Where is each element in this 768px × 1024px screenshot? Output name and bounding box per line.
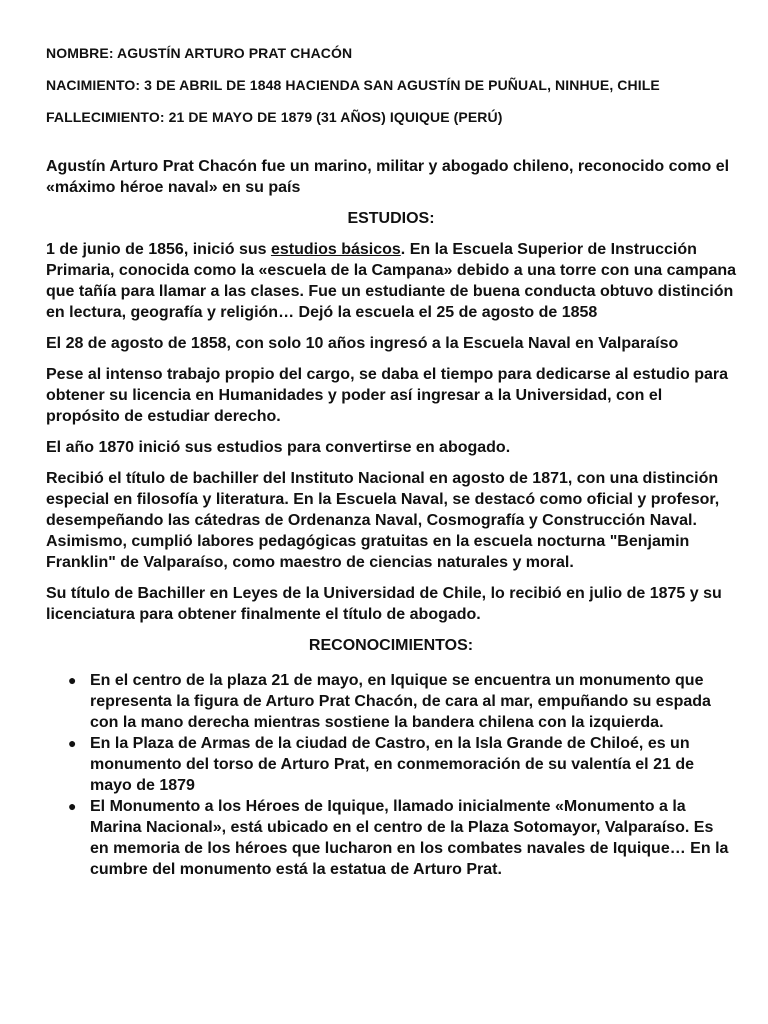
- bullet-icon: ●: [68, 672, 77, 688]
- nombre-line: NOMBRE: AGUSTÍN ARTURO PRAT CHACÓN: [46, 45, 353, 61]
- list-item: [46, 670, 736, 733]
- bullet-icon: ●: [68, 735, 77, 751]
- estudios-basicos-link[interactable]: estudios básicos: [270, 241, 401, 258]
- estudios-paragraph-4: El año 1870 inició sus estudios para convertirse en abogado.: [46, 439, 511, 456]
- document-page: [46, 44, 736, 880]
- estudios-paragraph-1: [46, 239, 736, 323]
- estudios-paragraph-5: Recibió el título de bachiller del Instituto Nacional en agosto de 1871, con una distinción especial en filosofía y literatura. En la Escuela Naval, se destacó como oficial y profesor, desempeñando las cátedras de Ordenanza Naval, Cosmografía y Construcción Naval. Asimismo, cumplió labores pedagógicas gratuitas en la escuela nocturna "Benjamin Franklin" de Valparaíso, como maestro de ciencias naturales y moral.: [46, 470, 720, 571]
- intro-paragraph: Agustín Arturo Prat Chacón fue un marino, militar y abogado chileno, reconocido como el «máximo héroe naval» en su país: [46, 158, 730, 196]
- list-item: [46, 796, 736, 880]
- estudios-paragraph-2: El 28 de agosto de 1858, con solo 10 años ingresó a la Escuela Naval en Valparaíso: [46, 335, 679, 352]
- fallecimiento-line: FALLECIMIENTO: 21 DE MAYO DE 1879 (31 AÑOS) IQUIQUE (PERÚ): [46, 109, 503, 125]
- list-item: [46, 733, 736, 796]
- header-block: [46, 44, 736, 126]
- estudios-p1-after: . En la Escuela Superior de Instrucción Primaria, conocida como la «escuela de la Campana» debido a una torre con una campana que tañía para llamar a las clases. Fue un estudiante de buena conducta obtuvo distinción en lectura, geografía y religión… Dejó la escuela el 25 de agosto de 1858: [46, 241, 737, 321]
- estudios-heading: ESTUDIOS:: [347, 210, 435, 227]
- estudios-p1-before: 1 de junio de 1856, inició sus: [46, 241, 271, 258]
- reconocimientos-list: [46, 670, 736, 880]
- list-item-text: En el centro de la plaza 21 de mayo, en Iquique se encuentra un monumento que representa la figura de Arturo Prat Chacón, de cara al mar, empuñando su espada con la mano derecha mientras sostiene la bandera chilena con la izquierda.: [90, 672, 711, 731]
- list-item-text: En la Plaza de Armas de la ciudad de Castro, en la Isla Grande de Chiloé, es un monumento del torso de Arturo Prat, en conmemoración de su valentía el 21 de mayo de 1879: [90, 735, 694, 794]
- estudios-paragraph-6: Su título de Bachiller en Leyes de la Universidad de Chile, lo recibió en julio de 1875 y su licenciatura para obtener finalmente el título de abogado.: [46, 585, 722, 623]
- reconocimientos-heading: RECONOCIMIENTOS:: [308, 637, 474, 654]
- list-item-text: El Monumento a los Héroes de Iquique, llamado inicialmente «Monumento a la Marina Nacional», está ubicado en el centro de la Plaza Sotomayor, Valparaíso. Es en memoria de los héroes que lucharon en los combates navales de Iquique… En la cumbre del monumento está la estatua de Arturo Prat.: [90, 798, 729, 878]
- estudios-paragraph-3: Pese al intenso trabajo propio del cargo, se daba el tiempo para dedicarse al estudio para obtener su licencia en Humanidades y poder así ingresar a la Universidad, con el propósito de estudiar derecho.: [46, 366, 728, 425]
- nacimiento-line: NACIMIENTO: 3 DE ABRIL DE 1848 HACIENDA SAN AGUSTÍN DE PUÑUAL, NINHUE, CHILE: [46, 77, 660, 93]
- bullet-icon: ●: [68, 798, 77, 814]
